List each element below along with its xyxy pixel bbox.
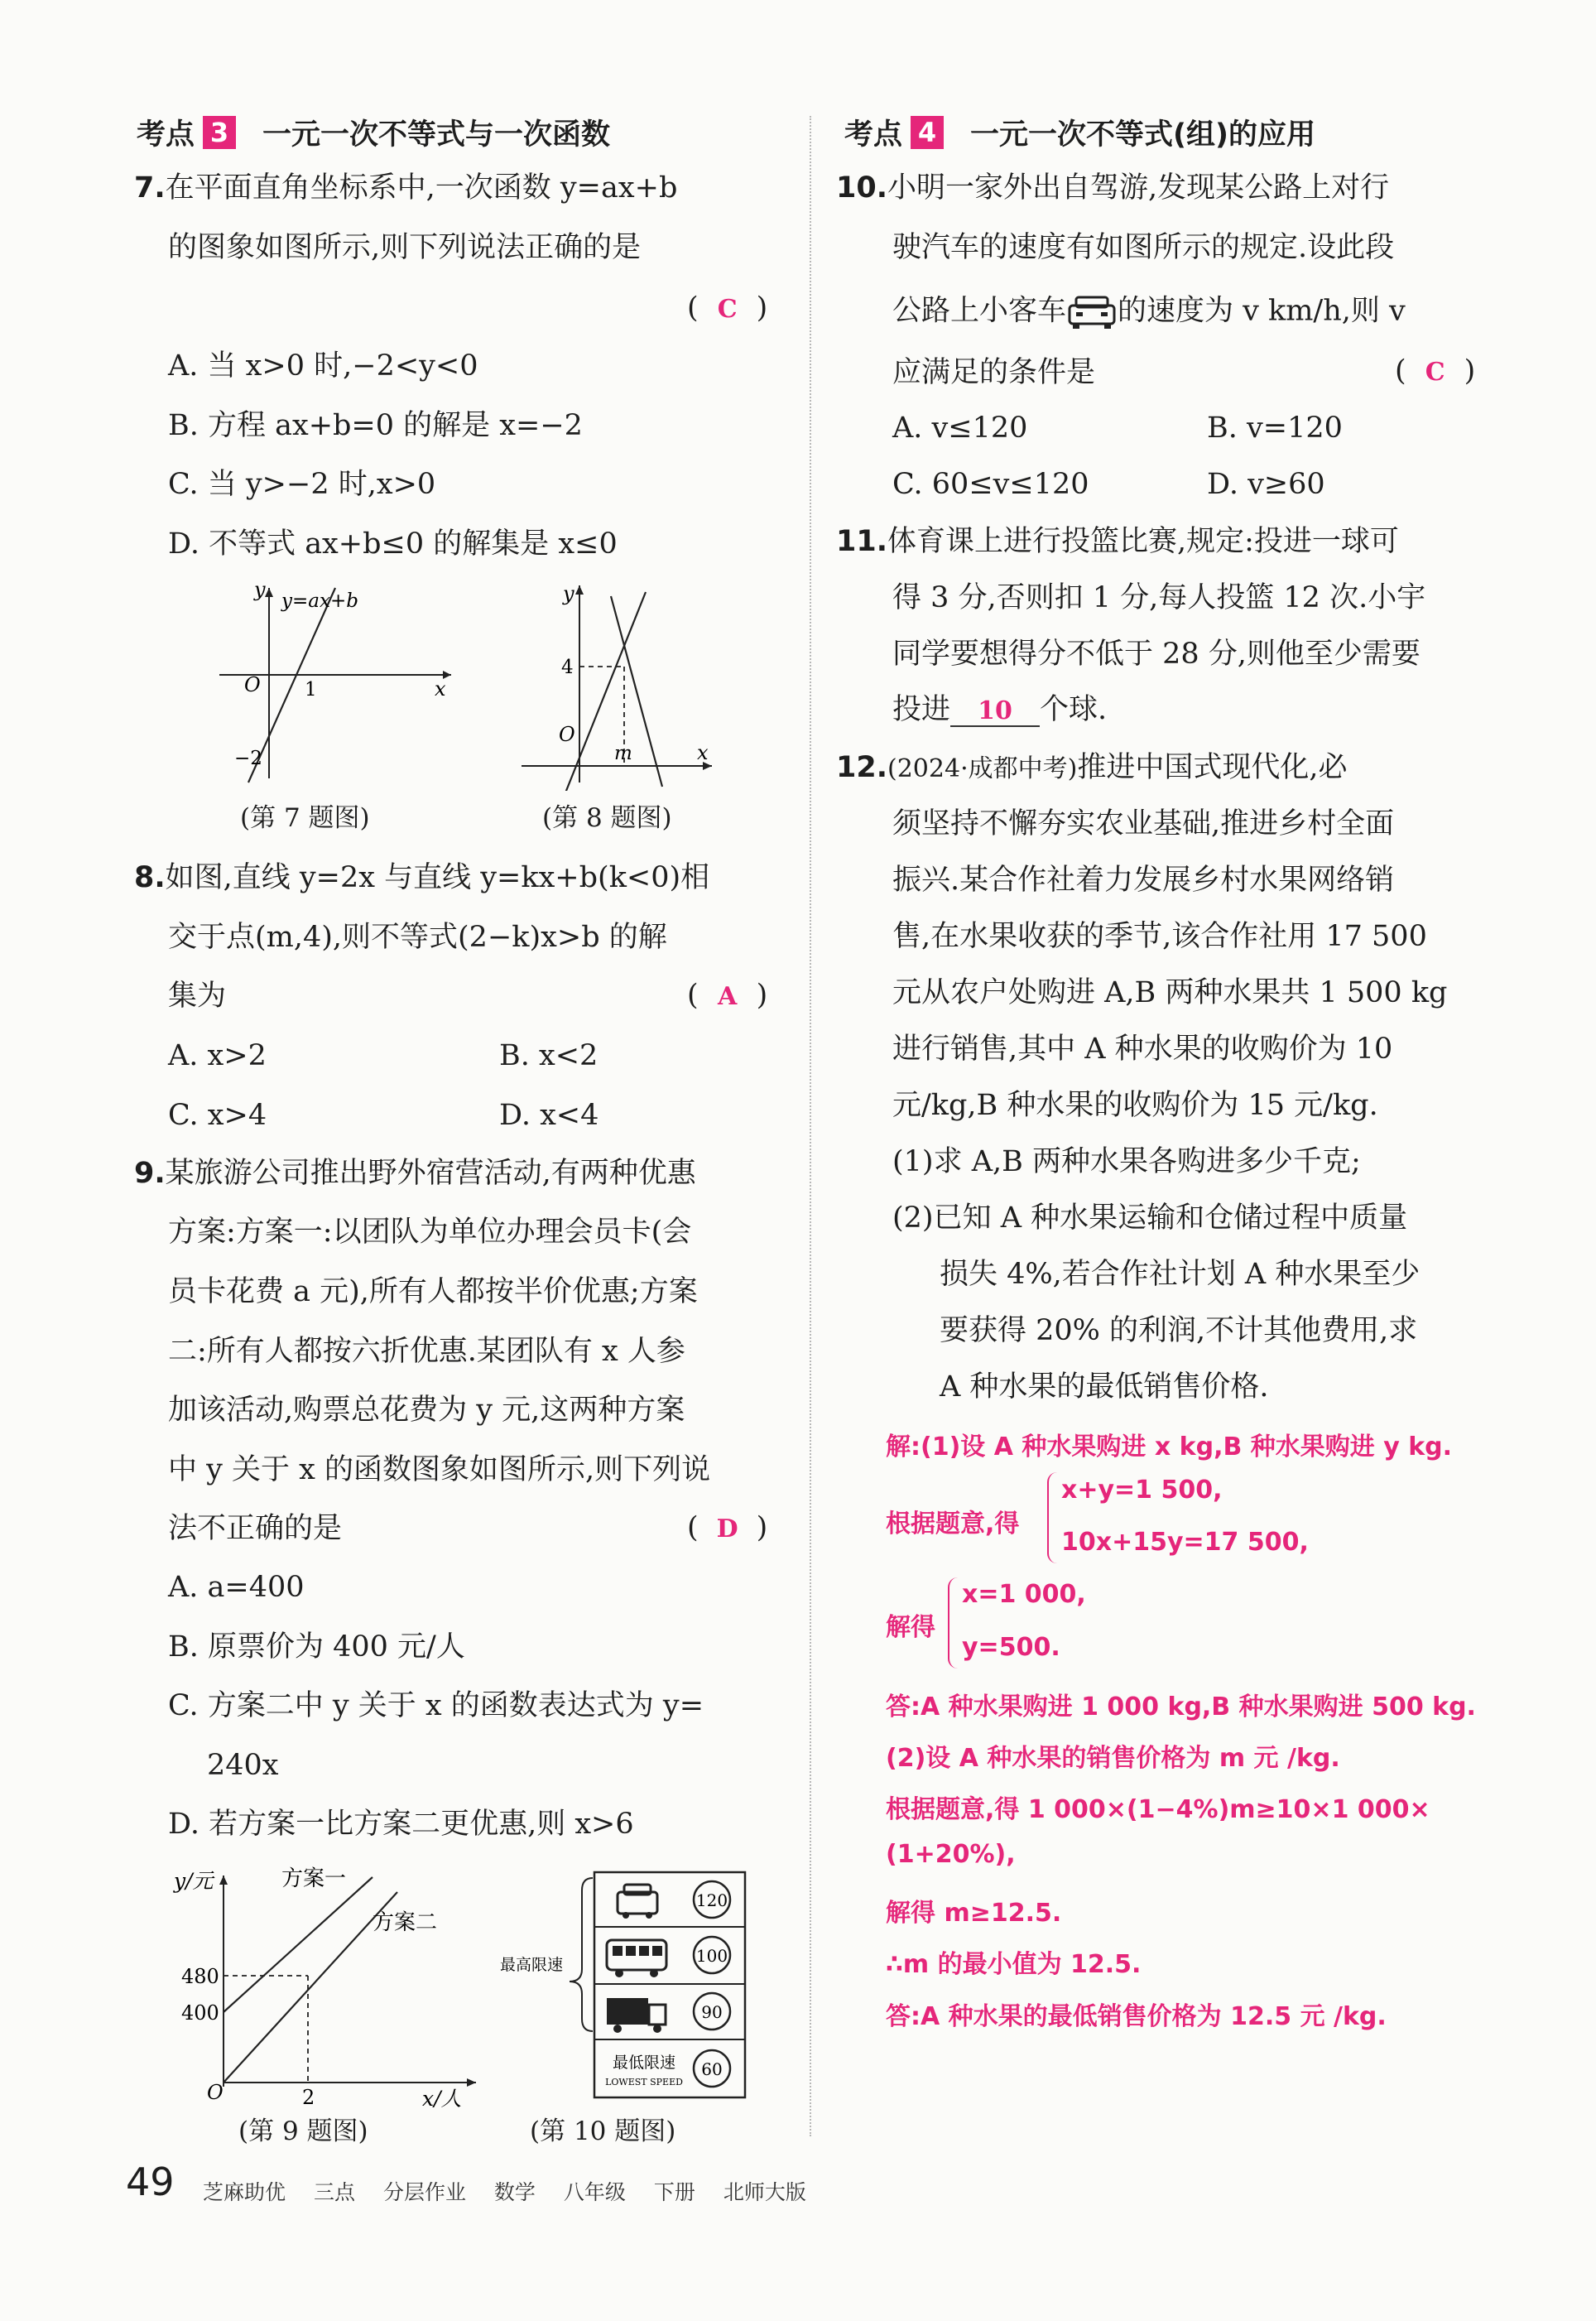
section-header-3: 考点 3 一元一次不等式与一次函数 bbox=[137, 112, 610, 153]
option-c: C. 60≤v≤120 bbox=[892, 468, 1089, 501]
car-icon bbox=[618, 1885, 657, 1919]
option-a: A. v≤120 bbox=[892, 412, 1028, 445]
figure-9-caption: (第 9 题图) bbox=[238, 2116, 368, 2146]
answer: C bbox=[1425, 358, 1445, 387]
question-number: 10. bbox=[836, 171, 888, 205]
question-text: 应满足的条件是 bbox=[892, 356, 1096, 389]
question-text: 的速度为 v km/h,则 v bbox=[1118, 294, 1406, 328]
question-text: 元/kg,B 种水果的收购价为 15 元/kg. bbox=[892, 1089, 1378, 1122]
option-a: A. 当 x>0 时,−2<y<0 bbox=[168, 349, 478, 383]
question-text: 体育课上进行投篮比赛,规定:投进一球可 bbox=[887, 525, 1399, 558]
figure-7-graph bbox=[211, 575, 459, 791]
section-title: 一元一次不等式与一次函数 bbox=[262, 118, 611, 152]
option-c: C. x>4 bbox=[168, 1099, 267, 1132]
svg-text:y/元: y/元 bbox=[174, 1869, 214, 1893]
svg-text:m: m bbox=[614, 743, 632, 764]
svg-text:O: O bbox=[207, 2081, 224, 2104]
svg-text:120: 120 bbox=[695, 1890, 728, 1910]
solution-line: ∴m 的最小值为 12.5. bbox=[886, 1950, 1142, 1979]
bus-icon bbox=[607, 1940, 666, 1977]
question-text: 员卡花费 a 元),所有人都按半价优惠;方案 bbox=[168, 1275, 698, 1308]
question-text: 同学要想得分不低于 28 分,则他至少需要 bbox=[892, 638, 1421, 671]
svg-text:x/人: x/人 bbox=[422, 2087, 462, 2107]
question-text: 得 3 分,否则扣 1 分,每人投篮 12 次.小宇 bbox=[892, 581, 1426, 614]
section-header-4: 考点 4 一元一次不等式(组)的应用 bbox=[844, 112, 1315, 153]
option-d: D. v≥60 bbox=[1207, 468, 1325, 501]
answer: C bbox=[717, 295, 738, 324]
answer: A bbox=[718, 982, 738, 1011]
svg-text:最高限速: 最高限速 bbox=[500, 1956, 564, 1974]
solution-line: 答:A 种水果购进 1 000 kg,B 种水果购进 500 kg. bbox=[886, 1693, 1476, 1721]
svg-text:60: 60 bbox=[701, 2059, 723, 2079]
question-text: 二:所有人都按六折优惠.某团队有 x 人参 bbox=[168, 1335, 685, 1368]
question-text: 振兴.某合作社着力发展乡村水果网络销 bbox=[892, 864, 1395, 897]
svg-text:90: 90 bbox=[701, 2002, 723, 2022]
question-text: 驶汽车的速度有如图所示的规定.设此段 bbox=[892, 231, 1395, 264]
svg-text:y=ax+b: y=ax+b bbox=[281, 590, 358, 612]
question-source: (2024·成都中考) bbox=[887, 754, 1078, 783]
solution-line: 解:(1)设 A 种水果购进 x kg,B 种水果购进 y kg. bbox=[886, 1433, 1453, 1461]
question-text: 方案:方案一:以团队为单位办理会员卡(会 bbox=[168, 1216, 692, 1249]
question-text: 进行销售,其中 A 种水果的收购价为 10 bbox=[892, 1033, 1393, 1066]
figure-10-caption: (第 10 题图) bbox=[530, 2116, 676, 2146]
answer-blank: 10 bbox=[950, 697, 1040, 727]
svg-text:2: 2 bbox=[302, 2086, 315, 2107]
option-a: A. x>2 bbox=[168, 1039, 267, 1072]
svg-text:−2: −2 bbox=[234, 748, 262, 769]
part-2-text: 要获得 20% 的利润,不计其他费用,求 bbox=[940, 1314, 1418, 1347]
footer-grade: 八年级 bbox=[563, 2180, 626, 2204]
footer-brand: 芝麻助优 bbox=[203, 2180, 286, 2204]
figure-8-graph bbox=[513, 575, 720, 791]
svg-text:y: y bbox=[563, 582, 574, 605]
footer bbox=[203, 2176, 828, 2206]
result-brace bbox=[948, 1577, 958, 1669]
svg-text:y: y bbox=[254, 578, 266, 601]
figure-10-speed-sign bbox=[495, 1866, 752, 2106]
option-b: B. 方程 ax+b=0 的解是 x=−2 bbox=[168, 409, 583, 442]
question-text: 集为 bbox=[168, 980, 227, 1013]
question-text: 的图象如图所示,则下列说法正确的是 bbox=[168, 231, 642, 264]
svg-text:400: 400 bbox=[181, 2001, 219, 2025]
column-divider bbox=[810, 116, 811, 2136]
svg-text:O: O bbox=[559, 723, 575, 746]
line-y-2x bbox=[565, 592, 646, 791]
figure-8-caption: (第 8 题图) bbox=[542, 803, 672, 833]
part-2-text: 损失 4%,若合作社计划 A 种水果至少 bbox=[940, 1258, 1421, 1291]
svg-text:100: 100 bbox=[695, 1946, 728, 1966]
page-number: 49 bbox=[126, 2160, 175, 2204]
option-d: D. 不等式 ax+b≤0 的解集是 x≤0 bbox=[168, 527, 618, 561]
question-text: 公路上小客车 bbox=[892, 294, 1067, 328]
svg-text:x: x bbox=[435, 677, 446, 701]
question-number: 9. bbox=[134, 1157, 166, 1190]
question-text: 推进中国式现代化,必 bbox=[1077, 751, 1348, 784]
part-2-text: A 种水果的最低销售价格. bbox=[940, 1370, 1269, 1404]
part-2: (2)已知 A 种水果运输和仓储过程中质量 bbox=[892, 1201, 1408, 1235]
section-number-badge: 3 bbox=[203, 116, 236, 149]
footer-edition: 北师大版 bbox=[723, 2180, 806, 2204]
solution-line: 根据题意,得 bbox=[886, 1510, 1020, 1539]
answer-bracket: ( C ) bbox=[687, 291, 768, 325]
question-number: 8. bbox=[134, 861, 166, 894]
option-b: B. 原票价为 400 元/人 bbox=[168, 1630, 465, 1664]
option-b: B. v=120 bbox=[1207, 412, 1343, 445]
svg-text:方案二: 方案二 bbox=[373, 1910, 438, 1935]
equation-brace bbox=[1047, 1472, 1057, 1563]
answer-bracket: ( C ) bbox=[1395, 354, 1476, 388]
solution-line: 解得 m≥12.5. bbox=[886, 1899, 1062, 1928]
question-text: 售,在水果收获的季节,该合作社用 17 500 bbox=[892, 920, 1427, 953]
svg-text:1: 1 bbox=[305, 679, 317, 701]
footer-term: 下册 bbox=[653, 2180, 695, 2204]
question-text: 须坚持不懈夯实农业基础,推进乡村全面 bbox=[892, 807, 1395, 840]
question-number: 12. bbox=[836, 751, 888, 784]
result-2: y=500. bbox=[962, 1633, 1060, 1662]
footer-type: 分层作业 bbox=[382, 2180, 466, 2204]
footer-subject: 数学 bbox=[493, 2180, 536, 2204]
question-text: 交于点(m,4),则不等式(2−k)x>b 的解 bbox=[168, 921, 667, 954]
option-c-continued: 240x bbox=[207, 1749, 279, 1782]
figure-7-caption: (第 7 题图) bbox=[240, 803, 370, 833]
svg-text:方案一: 方案一 bbox=[281, 1866, 347, 1891]
answer-bracket: ( D ) bbox=[687, 1511, 768, 1544]
question-text: 法不正确的是 bbox=[168, 1512, 343, 1545]
svg-text:LOWEST SPEED: LOWEST SPEED bbox=[605, 2077, 683, 2087]
equation-1: x+y=1 500, bbox=[1061, 1476, 1223, 1505]
question-text: 投进 bbox=[892, 693, 951, 726]
svg-text:最低限速: 最低限速 bbox=[612, 2054, 676, 2072]
question-number: 7. bbox=[134, 171, 166, 205]
option-d: D. x<4 bbox=[499, 1099, 599, 1132]
right-column bbox=[820, 0, 1596, 2321]
brace bbox=[570, 1878, 593, 2031]
car-icon bbox=[1066, 294, 1118, 330]
svg-text:x: x bbox=[697, 741, 709, 764]
solution-line: (1+20%), bbox=[886, 1840, 1016, 1869]
section-title: 一元一次不等式(组)的应用 bbox=[970, 118, 1316, 152]
answer: D bbox=[716, 1514, 738, 1543]
solution-line: 解得 bbox=[886, 1613, 935, 1642]
option-c: C. 当 y>−2 时,x>0 bbox=[168, 468, 436, 501]
figure-9-graph bbox=[170, 1859, 484, 2107]
question-text: 个球. bbox=[1040, 693, 1108, 726]
svg-text:480: 480 bbox=[181, 1965, 219, 1988]
option-c: C. 方案二中 y 关于 x 的函数表达式为 y= bbox=[168, 1689, 704, 1722]
svg-text:4: 4 bbox=[561, 657, 574, 678]
solution-line: 根据题意,得 1 000×(1−4%)m≥10×1 000× bbox=[886, 1795, 1430, 1824]
option-b: B. x<2 bbox=[499, 1039, 598, 1072]
part-1: (1)求 A,B 两种水果各购进多少千克; bbox=[892, 1145, 1361, 1178]
solution-line: 答:A 种水果的最低销售价格为 12.5 元 /kg. bbox=[886, 2002, 1387, 2031]
footer-series: 三点 bbox=[313, 2180, 355, 2204]
truck-icon bbox=[607, 1998, 666, 2033]
question-text: 在平面直角坐标系中,一次函数 y=ax+b bbox=[165, 171, 678, 205]
result-1: x=1 000, bbox=[962, 1580, 1086, 1609]
question-text: 中 y 关于 x 的函数图象如图所示,则下列说 bbox=[168, 1453, 711, 1486]
option-d: D. 若方案一比方案二更优惠,则 x>6 bbox=[168, 1808, 634, 1841]
section-number-badge: 4 bbox=[911, 116, 944, 149]
svg-text:O: O bbox=[244, 673, 261, 696]
option-a: A. a=400 bbox=[168, 1571, 305, 1604]
question-text: 某旅游公司推出野外宿营活动,有两种优惠 bbox=[165, 1157, 696, 1190]
solution-line: (2)设 A 种水果的销售价格为 m 元 /kg. bbox=[886, 1744, 1340, 1773]
question-text: 元从农户处购进 A,B 两种水果共 1 500 kg bbox=[892, 976, 1448, 1009]
question-text: 小明一家外出自驾游,发现某公路上对行 bbox=[887, 171, 1390, 205]
question-text: 如图,直线 y=2x 与直线 y=kx+b(k<0)相 bbox=[165, 861, 710, 894]
question-number: 11. bbox=[836, 525, 888, 558]
equation-2: 10x+15y=17 500, bbox=[1061, 1528, 1309, 1557]
question-text: 加该活动,购票总花费为 y 元,这两种方案 bbox=[168, 1394, 685, 1427]
answer-bracket: ( A ) bbox=[687, 979, 768, 1012]
